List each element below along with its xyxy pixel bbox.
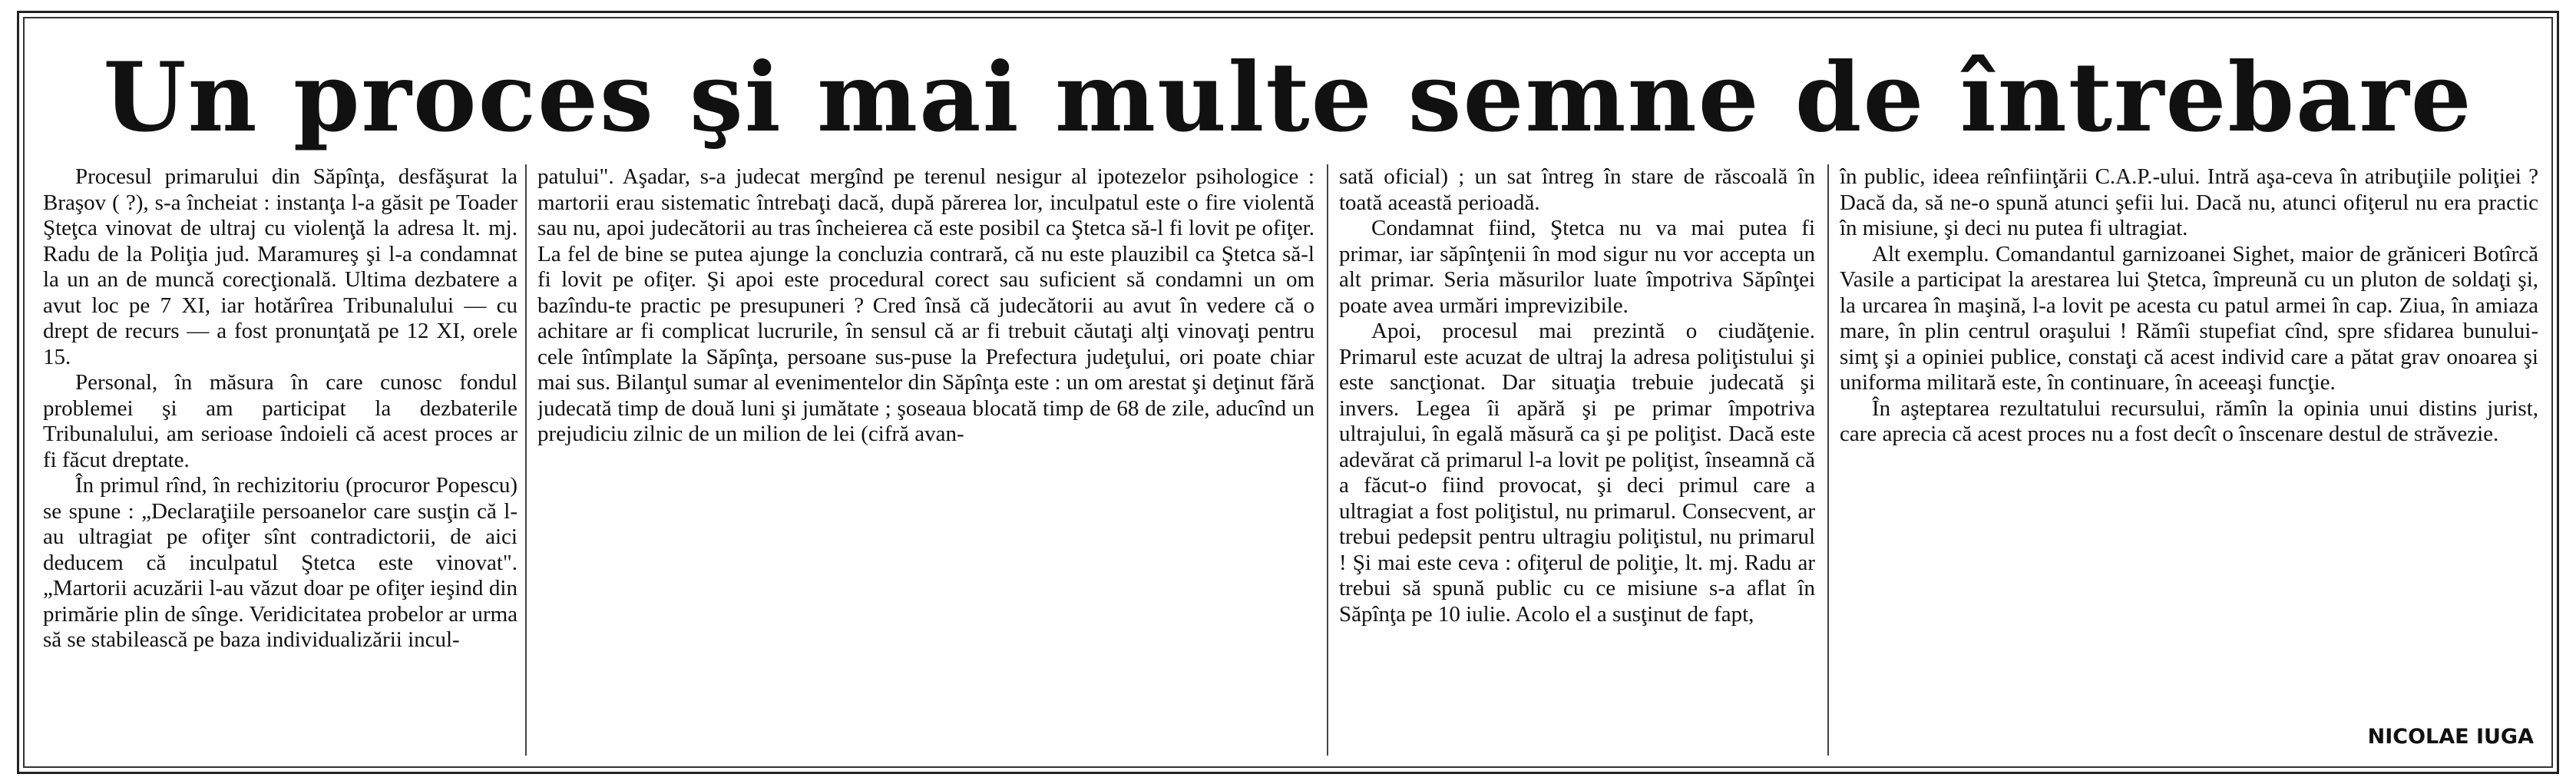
column-2 — [537, 164, 1314, 756]
paragraph: În aşteptarea rezultatului recursului, rămîn la opinia unui distins jurist, care aprecia că acest proces nu a fost decît o înscenare destul de străvezie. — [1840, 395, 2538, 446]
column-4 — [1840, 164, 2538, 717]
paragraph: În primul rînd, în rechizitoriu (procuror Popescu) se spune : „Declaraţiile persoanelor care susţin că l-au ultragiat pe ofiţer sînt contradictorii, de aici deducem că inculpatul Ştetca este vinovat". „Martorii acuzării l-au văzut doar pe ofiţer ieşind din primărie plin de sînge. Veridicitatea probelor ar urma să se stabilească pe baza individualizării incul- — [43, 473, 518, 652]
column-1 — [43, 164, 518, 756]
headline: Un proces şi mai multe semne de întrebare — [103, 42, 2473, 154]
paragraph: Condamnat fiind, Ştetca nu va mai putea fi primar, iar săpînţenii în mod sigur nu vor accepta un alt primar. Seria măsurilor luate împotriva Săpînţei poate avea urmări imprevizibile. — [1339, 216, 1815, 318]
column-rule — [1827, 164, 1829, 756]
paragraph: patului". Aşadar, s-a judecat mergînd pe terenul nesigur al ipotezelor psihologice : martorii erau sistematic întrebaţi dacă, după părerea lor, inculpatul este o fire violentă sau nu, apoi judecătorii au tras încheierea că este posibil ca Ştetca să-l fi lovit pe ofiţer. La fel de bine se putea ajunge la concluzia contrară, că nu este plauzibil ca Ştetca să-l fi lovit pe ofiţer. Şi apoi este procedural corect sau suficient să condamni un om bazîndu-te practic pe presupuneri ? Cred însă că judecătorii au avut în vedere că o achitare ar fi complicat lucrurile, în sensul că ar fi trebuit căutaţi alţi vinovaţi pentru cele întîmplate la Săpînţa, persoane sus-puse la Prefectura judeţului, ori poate chiar mai sus. Bilanţul sumar al evenimentelor din Săpînţa este : un om arestat şi deţinut fără judecată timp de două luni şi jumătate ; şoseaua blocată timp de 68 de zile, aducînd un prejudiciu zilnic de un milion de lei (cifră avan- — [537, 164, 1314, 446]
column-rule — [1327, 164, 1328, 756]
column-3 — [1339, 164, 1815, 756]
paragraph: Procesul primarului din Săpînţa, desfăşurat la Braşov ( ?), s-a încheiat : instanţa l-a găsit pe Toader Şteţca vinovat de ultraj cu violenţă la adresa lt. mj. Radu de la Poliţia jud. Maramureş şi l-a condamnat la un an de muncă corecţională. Ultima dezbatere a avut loc pe 7 XI, iar hotărîrea Tribunalului — cu drept de recurs — a fost pronunţată pe 12 XI, orele 15. — [43, 164, 518, 369]
paragraph: în public, ideea reînfiinţării C.A.P.-ului. Intră aşa-ceva în atribuţiile poliţiei ? Dacă da, să ne-o spună atunci şefii lui. Dacă nu, atunci ofiţerul nu era practic în misiune, şi deci nu putea fi ultragiat. — [1840, 164, 2538, 240]
column-rule — [525, 164, 527, 756]
paragraph: Apoi, procesul mai prezintă o ciudăţenie. Primarul este acuzat de ultraj la adresa poliţistului şi este sancţionat. Dar situaţia trebuie judecată şi invers. Legea îi apără şi pe primar împotriva ultrajului, în egală măsură ca şi pe poliţist. Dacă este adevărat că primarul l-a lovit pe poliţist, înseamnă că a făcut-o fiind provocat, şi deci primul care a ultragiat a fost poliţistul, nu primarul. Consecvent, ar trebui pedepsit pentru ultragiu poliţistul, nu primarul ! Şi mai este ceva : ofiţerul de poliţie, lt. mj. Radu ar trebui să spună public cu ce misiune s-a aflat în Săpînţa pe 10 iulie. Acolo el a susţinut de fapt, — [1339, 319, 1815, 627]
paragraph: sată oficial) ; un sat întreg în stare de răscoală în toată această perioadă. — [1339, 164, 1815, 215]
paragraph: Alt exemplu. Comandantul garnizoanei Sighet, maior de grăniceri Botîrcă Vasile a participat la arestarea lui Ştetca, împreună cu un pluton de soldaţi şi, la urcarea în maşină, l-a lovit pe acesta cu patul armei în cap. Ziua, în amiaza mare, în plin centrul oraşului ! Rămîi stupefiat cînd, spre sfidarea bunului-simţ şi a opiniei publice, constaţi că acest individ care a pătat grav onoarea şi uniforma militară este, în continuare, în aceeaşi funcţie. — [1840, 241, 2538, 395]
paragraph: Personal, în măsura în care cunosc fondul problemei şi am participat la dezbaterile Tribunalului, am serioase îndoieli că acest proces ar fi făcut dreptate. — [43, 370, 518, 472]
author-signature: NICOLAE IUGA — [2367, 725, 2534, 749]
